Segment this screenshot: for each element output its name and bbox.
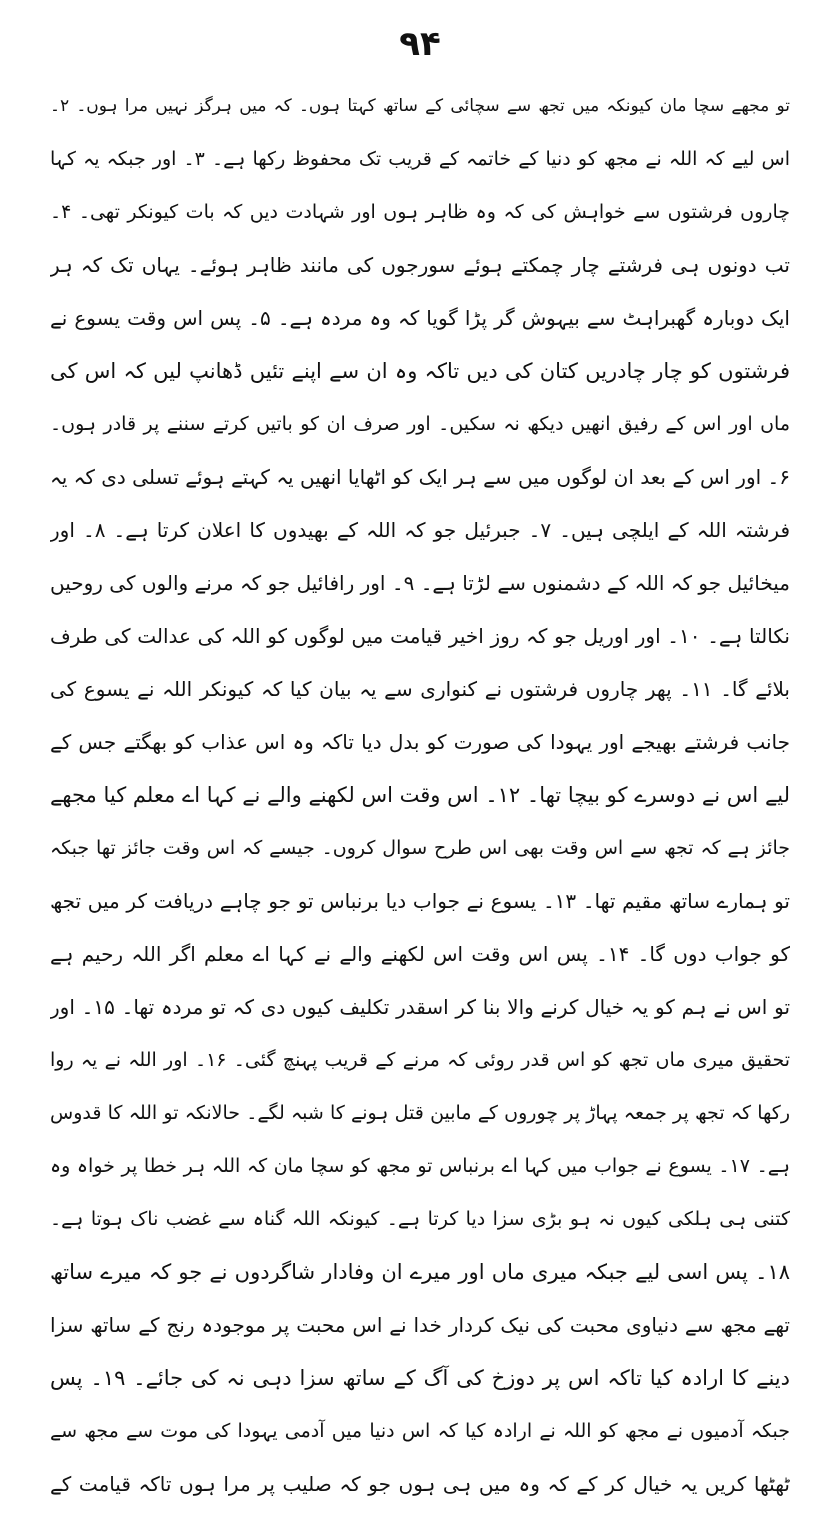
text-line: جبکہ آدمیوں نے مجھ کو اللہ نے ارادہ کیا کہ اس دنیا میں آدمی یہودا کی موت سے مجھ سے xyxy=(50,1420,790,1442)
text-line: جانب فرشتے بھیجے اور یہودا کی صورت کو بدل دیا تاکہ وہ اس عذاب کو بھگتے جس کے xyxy=(50,730,790,754)
text-line: اس لیے کہ اللہ نے مجھ کو دنیا کے خاتمہ کے قریب تک محفوظ رکھا ہے۔ ۳۔ اور جبکہ یہ کہا xyxy=(50,148,790,170)
text-line: ایک دوبارہ گھبراہٹ سے بیہوش گر پڑا گویا کہ وہ مردہ ہے۔ ۵۔ پس اس وقت یسوع نے xyxy=(50,306,790,330)
text-line: فرشتہ اللہ کے ایلچی ہیں۔ ۷۔ جبرئیل جو کہ اللہ کے بھیدوں کا اعلان کرتا ہے۔ ۸۔ اور xyxy=(50,518,790,542)
text-line: تحقیق میری ماں تجھ کو اس قدر روئی کہ مرنے کے قریب پہنچ گئی۔ ۱۶۔ اور اللہ نے یہ روا xyxy=(50,1049,790,1071)
text-line: کو جواب دوں گا۔ ۱۴۔ پس اس وقت اس لکھنے والے نے کہا اے معلم اگر اللہ رحیم ہے xyxy=(50,942,790,966)
page-number: ۹۴ xyxy=(399,24,441,64)
text-line: تو ہمارے ساتھ مقیم تھا۔ ۱۳۔ یسوع نے جواب دیا برنباس تو جو چاہے دریافت کر میں تجھ xyxy=(50,889,790,913)
text-line: تو اس نے ہم کو یہ خیال کرنے والا بنا کر اسقدر تکلیف کیوں دی کہ تو مردہ تھا۔ ۱۵۔ اور xyxy=(50,995,790,1019)
text-line: نکالتا ہے۔ ۱۰۔ اور اوریل جو کہ روز اخیر قیامت میں لوگوں کو اللہ کی عدالت کی طرف xyxy=(50,624,790,648)
text-line: ۱۸۔ پس اسی لیے جبکہ میری ماں اور میرے ان وفادار شاگردوں نے جو کہ میرے ساتھ xyxy=(50,1260,790,1284)
text-line: کتنی ہی ہلکی کیوں نہ ہو بڑی سزا دیا کرتا ہے۔ کیونکہ اللہ گناہ سے غضب ناک ہوتا ہے۔ xyxy=(50,1208,790,1230)
text-line: ماں اور اس کے رفیق انھیں دیکھ نہ سکیں۔ اور صرف ان کو باتیں کرتے سننے پر قادر ہوں۔ xyxy=(50,413,790,435)
text-line: چاروں فرشتوں سے خواہش کی کہ وہ ظاہر ہوں اور شہادت دیں کہ بات کیونکر تھی۔ ۴۔ xyxy=(50,201,790,223)
text-line: جائز ہے کہ تجھ سے اس وقت بھی اس طرح سوال کروں۔ جیسے کہ اس وقت جائز تھا جبکہ xyxy=(50,837,790,859)
text-line: ٹھٹھا کریں یہ خیال کر کے کہ وہ میں ہی ہوں جو کہ صلیب پر مرا ہوں تاکہ قیامت کے xyxy=(50,1472,790,1496)
text-line: بلائے گا۔ ۱۱۔ پھر چاروں فرشتوں نے کنواری سے یہ بیان کیا کہ کیونکر اللہ نے یسوع کی xyxy=(50,677,790,701)
text-line: تو مجھے سچا مان کیونکہ میں تجھ سے سچائی کے ساتھ کہتا ہوں۔ کہ میں ہرگز نہیں مرا ہوں۔ ۲۔ xyxy=(50,96,790,116)
text-line: ہے۔ ۱۷۔ یسوع نے جواب میں کہا اے برنباس تو مجھ کو سچا مان کہ اللہ ہر خطا پر خواہ وہ xyxy=(50,1155,790,1177)
text-line: فرشتوں کو چار چادریں کتان کی دیں تاکہ وہ ان سے اپنے تئیں ڈھانپ لیں کہ اس کی xyxy=(50,359,790,383)
body-text xyxy=(50,80,790,1511)
text-line: میخائیل جو کہ اللہ کے دشمنوں سے لڑتا ہے۔ ۹۔ اور رافائیل جو کہ مرنے والوں کی روحیں xyxy=(50,571,790,595)
text-line: لیے اس نے دوسرے کو بیچا تھا۔ ۱۲۔ اس وقت اس لکھنے والے نے کہا اے معلم کیا مجھے xyxy=(50,783,790,807)
text-line: ۶۔ اور اس کے بعد ان لوگوں میں سے ہر ایک کو اٹھایا انھیں یہ کہتے ہوئے تسلی دی کہ یہ xyxy=(50,465,790,489)
text-line: دینے کا ارادہ کیا تاکہ اس پر دوزخ کی آگ کے ساتھ سزا دہی نہ کی جائے۔ ۱۹۔ پس xyxy=(50,1366,790,1390)
text-line: رکھا کہ تجھ پر جمعہ پہاڑ پر چوروں کے مابین قتل ہونے کا شبہ لگے۔ حالانکہ تو اللہ کا قدوس xyxy=(50,1102,790,1124)
text-line: تھے مجھ سے دنیاوی محبت کی نیک کردار خدا نے اس محبت پر موجودہ رنج کے ساتھ سزا xyxy=(50,1313,790,1337)
text-line: تب دونوں ہی فرشتے چار چمکتے ہوئے سورجوں کی مانند ظاہر ہوئے۔ یہاں تک کہ ہر xyxy=(50,253,790,277)
